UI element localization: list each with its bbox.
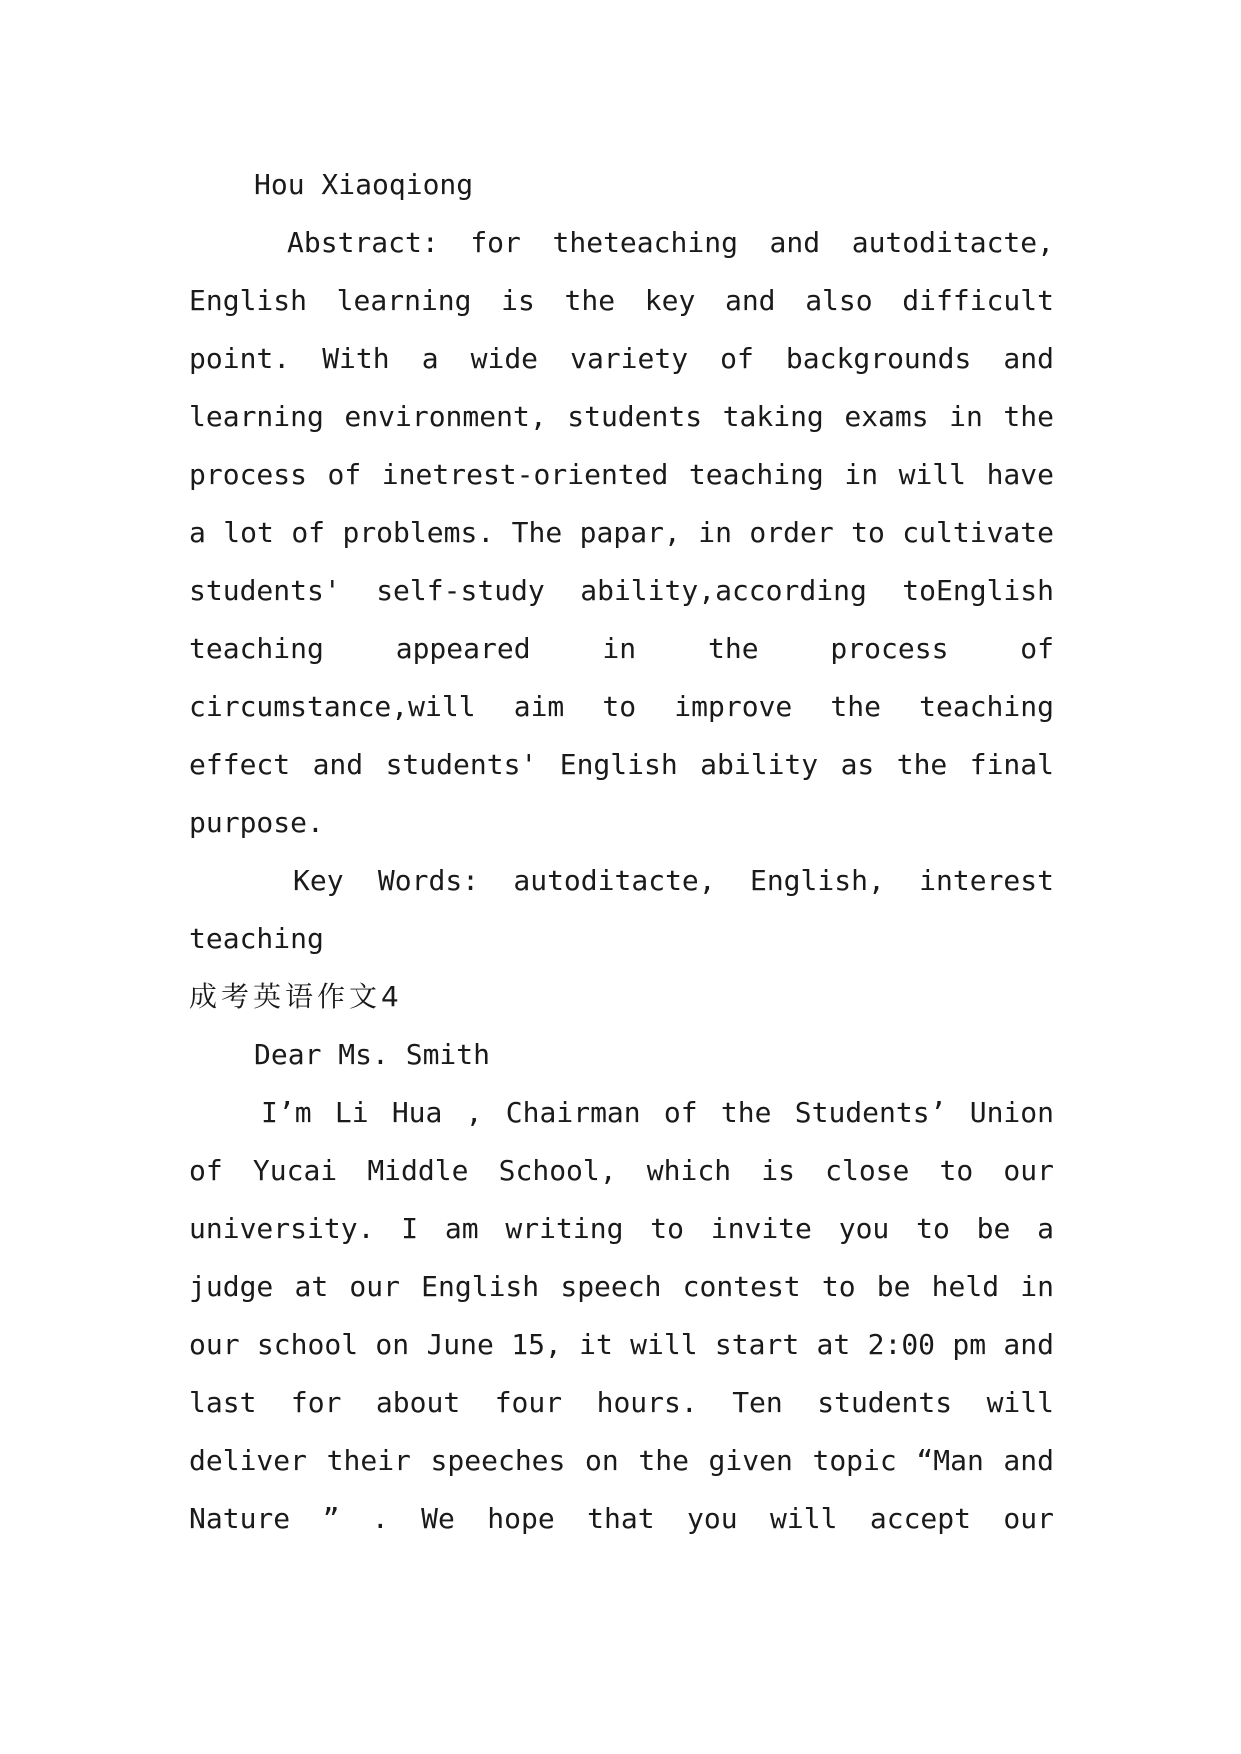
- abstract-line: a lot of problems. The papar, in order to cultivate: [189, 516, 1054, 549]
- letter-line: our school on June 15, it will start at 2:00 pm and: [189, 1328, 1054, 1361]
- abstract-line: teaching appeared in the process of: [189, 632, 1054, 665]
- abstract-line: purpose.: [189, 806, 324, 839]
- abstract-line: point. With a wide variety of backgrounds and: [189, 342, 1054, 375]
- letter-line: university. I am writing to invite you to be a: [189, 1212, 1054, 1245]
- author-name: Hou Xiaoqiong: [254, 168, 474, 201]
- letter-line: of Yucai Middle School, which is close to our: [189, 1154, 1054, 1187]
- abstract-line: circumstance,will aim to improve the teaching: [189, 690, 1054, 723]
- letter-line: last for about four hours. Ten students will: [189, 1386, 1054, 1419]
- letter-line: I’m Li Hua , Chairman of the Students’ Union: [261, 1096, 1054, 1129]
- abstract-line: effect and students' English ability as the final: [189, 748, 1054, 781]
- abstract-line: Abstract: for theteaching and autoditacte,: [287, 226, 1054, 259]
- keywords-line: teaching: [189, 922, 324, 955]
- keywords-line: Key Words: autoditacte, English, interest: [293, 864, 1054, 897]
- letter-line: judge at our English speech contest to be held in: [189, 1270, 1054, 1303]
- abstract-line: English learning is the key and also difficult: [189, 284, 1054, 317]
- abstract-line: students' self-study ability,according toEnglish: [189, 574, 1054, 607]
- abstract-line: learning environment, students taking exams in the: [189, 400, 1054, 433]
- letter-salutation: Dear Ms. Smith: [254, 1038, 491, 1071]
- letter-line: Nature ” . We hope that you will accept our: [189, 1502, 1054, 1535]
- abstract-line: process of inetrest-oriented teaching in will have: [189, 458, 1054, 491]
- letter-line: deliver their speeches on the given topic “Man and: [189, 1444, 1054, 1477]
- section-title: 成考英语作文4: [189, 980, 403, 1013]
